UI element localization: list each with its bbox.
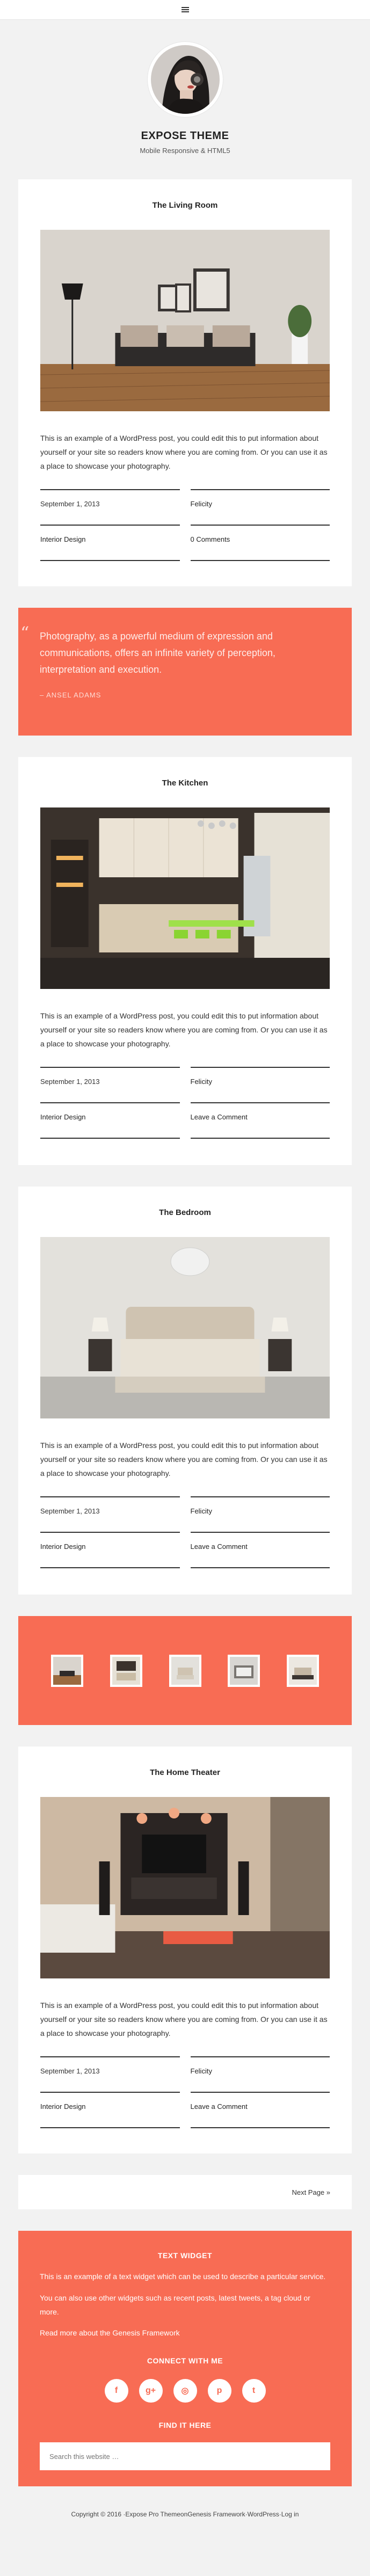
comments-link[interactable]: Leave a Comment (190, 1113, 248, 1121)
quote-block (18, 608, 352, 736)
site-description: Mobile Responsive & HTML5 (140, 147, 230, 155)
category-link[interactable]: Interior Design (40, 1542, 86, 1551)
category-link[interactable]: Interior Design (40, 1113, 86, 1121)
post-author (191, 2056, 330, 2092)
gallery-thumbnail[interactable] (228, 1655, 260, 1687)
twitter-icon[interactable]: t (242, 2379, 266, 2403)
post-kitchen (18, 757, 352, 1165)
post-category (40, 2092, 180, 2128)
post-title[interactable]: The Bedroom (159, 1208, 211, 1217)
comments-link[interactable]: Leave a Comment (190, 2102, 248, 2111)
post-image[interactable] (40, 1797, 330, 1978)
social-icons (40, 2379, 330, 2403)
post-excerpt: This is an example of a WordPress post, you could edit this to put information about yourself or your site so readers know where you are coming from. Or you can use it as a place to showcase your photography. (40, 1012, 328, 1048)
quote-mark-icon: “ (20, 623, 30, 643)
post-author (191, 1067, 330, 1102)
site-title[interactable]: EXPOSE THEME (141, 130, 229, 142)
post-image[interactable] (40, 1237, 330, 1418)
gallery-thumbnail[interactable] (287, 1655, 319, 1687)
category-link[interactable]: Interior Design (40, 535, 86, 543)
post-image[interactable] (40, 807, 330, 989)
quote-cite: – ANSEL ADAMS (40, 691, 101, 699)
comments-link[interactable]: Leave a Comment (190, 1542, 248, 1551)
post-author (191, 489, 330, 525)
connect-widget-title: CONNECT WITH ME (147, 2356, 223, 2365)
genesis-link[interactable]: Genesis Framework (187, 2510, 245, 2518)
gallery-thumbnail[interactable] (110, 1655, 142, 1687)
post-meta (40, 2056, 330, 2128)
post-meta (40, 489, 330, 561)
footer-widgets (18, 2231, 352, 2486)
post-meta (40, 1067, 330, 1139)
post-image[interactable] (40, 230, 330, 411)
text-widget-paragraph: This is an example of a text widget which can be used to describe a particular service. (40, 2272, 326, 2281)
text-widget-title: TEXT WIDGET (157, 2251, 213, 2260)
site-header (0, 20, 370, 179)
footer-separator: · (245, 2510, 248, 2518)
instagram-icon[interactable]: ◎ (173, 2379, 197, 2403)
theme-link[interactable]: Expose Pro Theme (125, 2510, 180, 2518)
post-title[interactable]: The Living Room (152, 201, 218, 210)
pinterest-icon[interactable]: p (208, 2379, 231, 2403)
post-excerpt: This is an example of a WordPress post, you could edit this to put information about yourself or your site so readers know where you are coming from. Or you can use it as a place to showcase your photography. (40, 434, 328, 470)
menu-icon[interactable] (182, 7, 189, 13)
post-meta (40, 1496, 330, 1568)
post-category (40, 525, 180, 561)
find-widget-title: FIND IT HERE (158, 2421, 212, 2429)
avatar[interactable] (148, 42, 223, 117)
post-date: September 1, 2013 (40, 1067, 180, 1102)
facebook-icon[interactable]: f (105, 2379, 128, 2403)
post-category (40, 1532, 180, 1568)
post-date: September 1, 2013 (40, 1496, 180, 1532)
post-comments (191, 2092, 330, 2128)
wordpress-link[interactable]: WordPress (247, 2510, 279, 2518)
post-author (191, 1496, 330, 1532)
post-date: September 1, 2013 (40, 489, 180, 525)
google-plus-icon[interactable]: g+ (139, 2379, 163, 2403)
gallery-thumbnail[interactable] (51, 1655, 83, 1687)
top-navigation (0, 0, 370, 20)
post-excerpt: This is an example of a WordPress post, you could edit this to put information about yourself or your site so readers know where you are coming from. Or you can use it as a place to showcase your photography. (40, 2001, 328, 2037)
footer-separator: · (279, 2510, 281, 2518)
post-living-room (18, 179, 352, 586)
image-gallery (18, 1616, 352, 1725)
author-link[interactable]: Felicity (190, 2067, 212, 2075)
author-link[interactable]: Felicity (190, 500, 212, 508)
post-bedroom (18, 1187, 352, 1595)
post-excerpt: This is an example of a WordPress post, you could edit this to put information about yourself or your site so readers know where you are coming from. Or you can use it as a place to showcase your photography. (40, 1441, 328, 1478)
post-comments (191, 1102, 330, 1139)
category-link[interactable]: Interior Design (40, 2102, 86, 2111)
author-link[interactable]: Felicity (190, 1507, 212, 1515)
footer-text: on (180, 2510, 188, 2518)
post-date: September 1, 2013 (40, 2056, 180, 2092)
post-comments (191, 1532, 330, 1568)
comments-link[interactable]: 0 Comments (190, 535, 230, 543)
post-home-theater (18, 1747, 352, 2153)
copyright-text: Copyright © 2016 · (71, 2510, 126, 2518)
next-page-link[interactable]: Next Page » (292, 2188, 330, 2196)
quote-text: Photography, as a powerful medium of expression and communications, offers an infinite variety of perception, interpretation and execution. (40, 631, 275, 675)
search-input[interactable] (40, 2442, 330, 2470)
gallery-thumbnail[interactable] (169, 1655, 201, 1687)
post-title[interactable]: The Kitchen (162, 778, 208, 788)
author-link[interactable]: Felicity (190, 1078, 212, 1086)
post-title[interactable]: The Home Theater (150, 1768, 220, 1777)
genesis-read-more-link[interactable]: Read more about the Genesis Framework (40, 2328, 180, 2337)
login-link[interactable]: Log in (281, 2510, 299, 2518)
pagination (18, 2175, 352, 2209)
text-widget-paragraph: You can also use other widgets such as recent posts, latest tweets, a tag cloud or more. (40, 2294, 310, 2316)
site-footer (0, 2486, 370, 2542)
post-comments (191, 525, 330, 561)
post-category (40, 1102, 180, 1139)
